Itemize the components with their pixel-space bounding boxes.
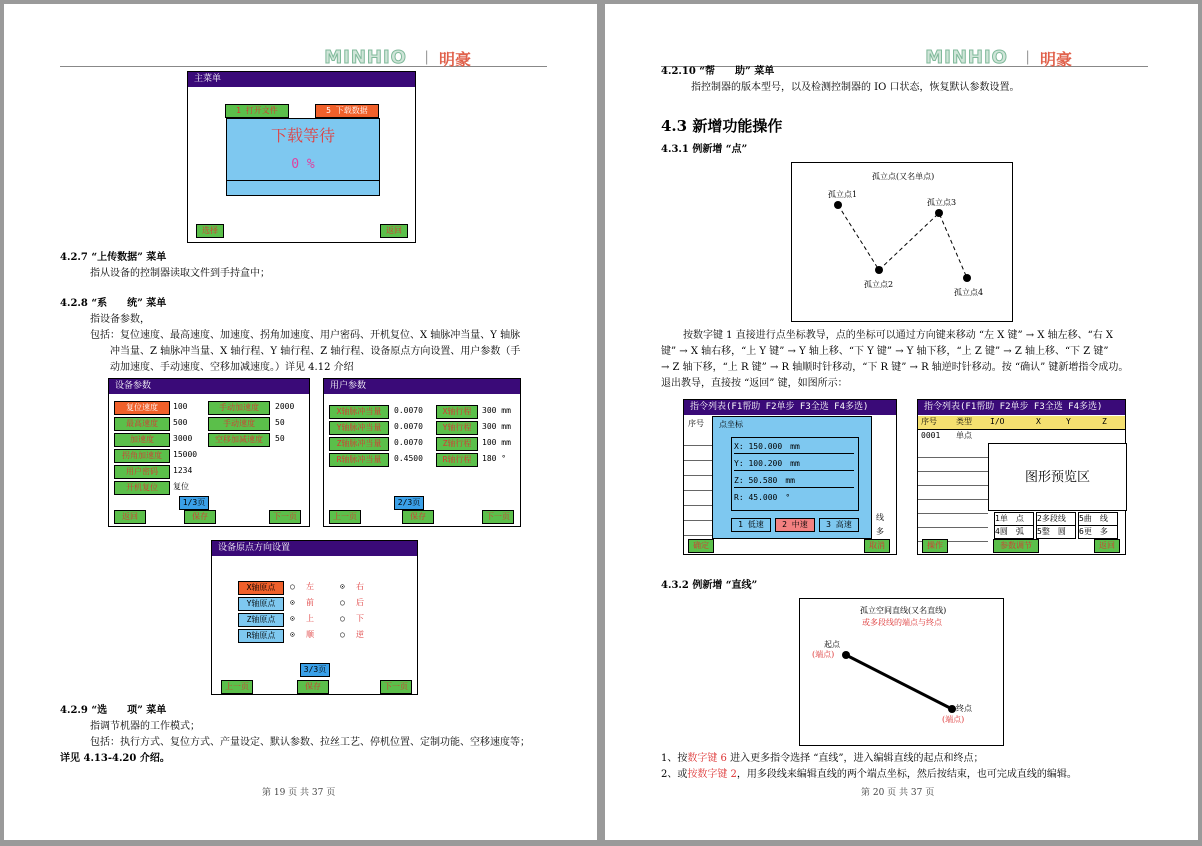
page-header	[60, 44, 547, 67]
screen-user-params	[323, 378, 521, 527]
axis-label: X轴原点	[238, 581, 284, 595]
note-2-text: ，用多段线来编辑直线的两个端点坐标，然后按结束，也可完成直线的编辑。	[736, 769, 1077, 780]
row1-type: 单点	[956, 431, 972, 440]
operate-button[interactable]: 操作	[922, 539, 948, 553]
logo-separator: |	[424, 49, 429, 65]
para-4-2-9-line2: 包括：执行方式、复位方式、产量设定、默认参数、拉丝工艺、停机位置、定制功能、空移速度等；	[90, 737, 530, 748]
param-label[interactable]: 加速度	[114, 433, 170, 447]
param-value: 3000	[173, 434, 193, 443]
note-1-key: 数字键 6	[687, 753, 727, 764]
screen-title: 指令列表(F1帮助 F2单步 F3全选 F4多选)	[918, 400, 1125, 415]
row1-no: 0001	[921, 431, 941, 440]
download-wait-label: 下载等待	[270, 126, 335, 145]
brand-logo: MINHIO	[324, 47, 407, 68]
param-label[interactable]: 手动加速度	[208, 401, 270, 415]
para-point-line1: 按数字键 1 直接进行点坐标教导，点的坐标可以通过方向键来移动 “左 X 键” → X 轴左移、“右 X	[683, 330, 1114, 341]
preview-label: 图形预览区	[1024, 470, 1090, 485]
z-coordinate[interactable]: Z: 50.580 mm	[734, 475, 854, 488]
param-label[interactable]: 拐角加速度	[114, 449, 170, 463]
next-page-button[interactable]: 下一页	[269, 510, 301, 524]
grid-row	[684, 490, 712, 506]
column-header-cell: I/O	[990, 417, 1005, 426]
brand-logo: MINHIO	[925, 47, 1008, 68]
param-value: 复位	[173, 482, 189, 491]
figure-title: 孤立空间直线(又名直线)	[860, 606, 947, 615]
radio-icon[interactable]: ○	[290, 582, 295, 591]
grid-row	[684, 475, 712, 491]
param-value: 50	[275, 434, 285, 443]
option-label: 左	[306, 582, 314, 591]
next-page-button[interactable]: 下一页	[380, 680, 412, 694]
figure-subtitle: 或多段线的端点与终点	[862, 618, 942, 627]
shape-menu-item[interactable]: 1单 点	[994, 512, 1034, 526]
graphic-preview-area	[988, 443, 1127, 511]
para-4-2-7: 指从设备的控制器读取文件到手持盒中；	[90, 268, 270, 279]
point-3-label: 孤立点3	[927, 198, 957, 207]
heading-4-3-1: 4.3.1 例新增 “点”	[661, 144, 748, 155]
para-4-2-9-line1: 指调节机器的工作模式；	[90, 721, 200, 732]
heading-4-3-2: 4.3.2 例新增 “直线”	[661, 580, 758, 591]
option-label: 上	[306, 614, 314, 623]
note-1	[661, 751, 984, 767]
param-value: 180 °	[482, 454, 507, 463]
shape-menu-item[interactable]: 6更 多	[1078, 525, 1118, 539]
point-4-label: 孤立点4	[954, 288, 984, 297]
note-1-prefix: 1、按	[661, 753, 688, 764]
param-value: 0.4500	[394, 454, 423, 463]
back-button[interactable]: 返回	[114, 510, 146, 524]
screen-origin-direction	[211, 540, 418, 695]
param-value: 15000	[173, 450, 198, 459]
page-20	[605, 4, 1198, 840]
param-value: 0.0070	[394, 406, 423, 415]
column-header-cell: X	[1036, 417, 1041, 426]
radio-icon[interactable]: ○	[340, 598, 345, 607]
option-label: 后	[356, 598, 364, 607]
note-2-key: 按数字键 2	[687, 769, 737, 780]
heading-4-3: 4.3 新增功能操作	[661, 117, 783, 135]
column-header-cell: 类型	[956, 417, 972, 426]
para-4-2-9-line3: 详见 4.13-4.20 介绍。	[60, 753, 170, 764]
para-point-line4: 退出教导，直接按 “返回” 键，如图所示：	[661, 378, 848, 389]
param-label[interactable]: 用户密码	[114, 465, 170, 479]
radio-icon[interactable]: ○	[340, 630, 345, 639]
radio-icon[interactable]: ⊙	[340, 582, 345, 591]
back-button[interactable]: 返回	[380, 224, 408, 238]
page-indicator: 3/3页	[300, 663, 330, 677]
para-4-2-8-line4: 动加速度、手动速度、空移加减速度。）详见 4.12 介绍	[110, 362, 354, 373]
heading-4-2-10: 4.2.10 “帮 助” 菜单	[661, 66, 775, 77]
grid-row	[684, 505, 712, 521]
start-label: 起点	[824, 640, 840, 649]
option-label: 顺	[306, 630, 314, 639]
logo-separator: |	[1025, 49, 1030, 65]
shape-menu-item[interactable]: 2多段线	[1036, 512, 1076, 526]
speed-mid-button[interactable]: 2 中速	[775, 518, 815, 532]
screen-command-list-teach	[683, 399, 897, 555]
param-label[interactable]: R轴行程	[436, 453, 478, 467]
point-coordinate-dialog	[712, 416, 872, 539]
para-4-2-8-line3: 冲当量、Z 轴脉冲当量、X 轴行程、Y 轴行程、Z 轴行程、设备原点方向设置、用户参数（手	[110, 346, 521, 357]
param-value: 300 mm	[482, 406, 511, 415]
para-point-line2: 键” → X 轴右移，“上 Y 键” → Y 轴上移、“下 Y 键” → Y 轴下移，“上 Z 键” → Z 轴上移、“下 Z 键”	[661, 346, 1109, 357]
speed-low-button[interactable]: 1 低速	[731, 518, 771, 532]
param-value: 300 mm	[482, 422, 511, 431]
column-header	[918, 416, 1125, 430]
confirm-button[interactable]: 确定	[688, 539, 714, 553]
param-label[interactable]: Z轴行程	[436, 437, 478, 451]
note-2-prefix: 2、或	[661, 769, 688, 780]
screen-device-params	[108, 378, 310, 527]
axis-label: Z轴原点	[238, 613, 284, 627]
speed-high-button[interactable]: 3 高速	[819, 518, 859, 532]
column-header-cell: 序号	[921, 417, 937, 426]
param-value: 0.0070	[394, 422, 423, 431]
param-label[interactable]: Y轴行程	[436, 421, 478, 435]
end-label: 终点	[956, 704, 972, 713]
param-value: 50	[275, 418, 285, 427]
save-button[interactable]: 保存	[184, 510, 216, 524]
heading-4-2-8: 4.2.8 “系 统” 菜单	[60, 298, 167, 309]
option-label: 前	[306, 598, 314, 607]
prev-page-button[interactable]: 上一页	[329, 510, 361, 524]
heading-4-2-7: 4.2.7 “上传数据” 菜单	[60, 252, 167, 263]
back-button[interactable]: 返回	[1094, 539, 1120, 553]
shape-menu-item[interactable]: 5曲 线	[1078, 512, 1118, 526]
note-1-text: 进入更多指令选择 “直线”，进入编辑直线的起点和终点；	[726, 753, 984, 764]
heading-4-2-9: 4.2.9 “选 项” 菜单	[60, 705, 167, 716]
next-page-button[interactable]: 下一页	[482, 510, 514, 524]
axis-label: Y轴原点	[238, 597, 284, 611]
shape-menu-item[interactable]: 5整 圆	[1036, 525, 1076, 539]
param-label[interactable]: Y轴脉冲当量	[329, 421, 389, 435]
download-data-button[interactable]: 5 下载数据	[315, 104, 379, 118]
page-footer: 第 19 页 共 37 页	[262, 788, 336, 798]
end-point	[948, 705, 956, 713]
axis-label: R轴原点	[238, 629, 284, 643]
para-point-line3: → Z 轴下移，“上 R 键” → R 轴顺时针移动，“下 R 键” → R 轴逆时针移动。按 “确认” 键新增指令成功。	[661, 362, 1129, 373]
para-4-2-8-line1: 指设备参数，	[90, 314, 150, 325]
note-2	[661, 767, 1077, 783]
radio-icon[interactable]: ⊙	[290, 614, 295, 623]
prev-page-button[interactable]: 上一页	[221, 680, 253, 694]
option-label: 逆	[356, 630, 364, 639]
cancel-button[interactable]: 取消	[864, 539, 890, 553]
screen-title: 设备原点方向设置	[212, 541, 417, 556]
column-no: 序号	[688, 419, 704, 428]
para-4-2-10: 指控制器的版本型号，以及检测控制器的 IO 口状态，恢复默认参数设置。	[691, 82, 1020, 93]
radio-icon[interactable]: ○	[340, 614, 345, 623]
point-3	[935, 209, 943, 217]
figure-line	[799, 598, 1004, 746]
screen-title: 指令列表(F1帮助 F2单步 F3全选 F4多选)	[684, 400, 896, 415]
page-19	[4, 4, 597, 840]
grid-row	[684, 445, 712, 461]
start-point	[842, 651, 850, 659]
para-4-2-8-line2: 包括：复位速度、最高速度、加速度、拐角加速度、用户密码、开机复位、X 轴脉冲当量、Y 轴脉	[90, 330, 521, 341]
param-label[interactable]: 空移加减速度	[208, 433, 270, 447]
param-label[interactable]: X轴行程	[436, 405, 478, 419]
param-value: 100 mm	[482, 438, 511, 447]
save-button[interactable]: 保存	[297, 680, 329, 694]
figure-title: 孤立点(又名单点)	[872, 172, 935, 181]
dialog-title: 点坐标	[719, 420, 743, 429]
page-indicator: 1/3页	[179, 496, 209, 510]
screen-command-list-preview	[917, 399, 1126, 555]
grid-row	[684, 520, 712, 536]
param-label[interactable]: Z轴脉冲当量	[329, 437, 389, 451]
param-value: 1234	[173, 466, 193, 475]
point-1	[834, 201, 842, 209]
param-value: 2000	[275, 402, 295, 411]
screen-main-menu	[187, 71, 416, 243]
param-label[interactable]: 复位速度	[114, 401, 170, 415]
param-label[interactable]: X轴脉冲当量	[329, 405, 389, 419]
param-label[interactable]: 手动速度	[208, 417, 270, 431]
point-1-label: 孤立点1	[828, 190, 858, 199]
screen-title: 用户参数	[324, 379, 520, 394]
column-header-cell: Z	[1102, 417, 1107, 426]
brand-logo-cn: 明豪	[438, 50, 471, 69]
x-coordinate[interactable]: X: 150.000 mm	[734, 441, 854, 454]
point-4	[963, 274, 971, 282]
column-header-cell: Y	[1066, 417, 1071, 426]
coordinate-box	[731, 437, 859, 511]
select-button[interactable]: 选择	[196, 224, 224, 238]
start-sub-label: (端点)	[812, 650, 835, 659]
point-2-label: 孤立点2	[864, 280, 894, 289]
screen-title: 主菜单	[188, 72, 415, 87]
end-sub-label: (端点)	[942, 715, 965, 724]
screen-title: 设备参数	[109, 379, 309, 394]
save-button[interactable]: 保存	[402, 510, 434, 524]
side-label-2: 多	[876, 527, 884, 536]
option-label: 下	[356, 614, 364, 623]
radio-icon[interactable]: ⊙	[290, 598, 295, 607]
r-coordinate[interactable]: R: 45.000 °	[734, 493, 791, 502]
param-value: 0.0070	[394, 438, 423, 447]
option-label: 右	[356, 582, 364, 591]
page-footer: 第 20 页 共 37 页	[861, 788, 935, 798]
radio-icon[interactable]: ⊙	[290, 630, 295, 639]
download-percent: 0 %	[291, 157, 315, 172]
progress-bar	[226, 180, 380, 196]
y-coordinate[interactable]: Y: 100.200 mm	[734, 458, 854, 471]
side-label-1: 线	[876, 513, 884, 522]
param-label[interactable]: 最高速度	[114, 417, 170, 431]
open-file-button[interactable]: 1 打开文件	[225, 104, 289, 118]
grid-row	[684, 460, 712, 476]
point-2	[875, 266, 883, 274]
brand-logo-cn: 明豪	[1039, 50, 1072, 69]
grid-row	[684, 430, 712, 446]
figure-isolated-points	[791, 162, 1013, 322]
param-label[interactable]: 开机复位	[114, 481, 170, 495]
param-value: 500	[173, 418, 188, 427]
param-label[interactable]: R轴脉冲当量	[329, 453, 389, 467]
shape-menu-item[interactable]: 4圆 弧	[994, 525, 1034, 539]
page-indicator: 2/3页	[394, 496, 424, 510]
param-adjust-button[interactable]: 参数调节	[993, 539, 1039, 553]
param-value: 100	[173, 402, 188, 411]
